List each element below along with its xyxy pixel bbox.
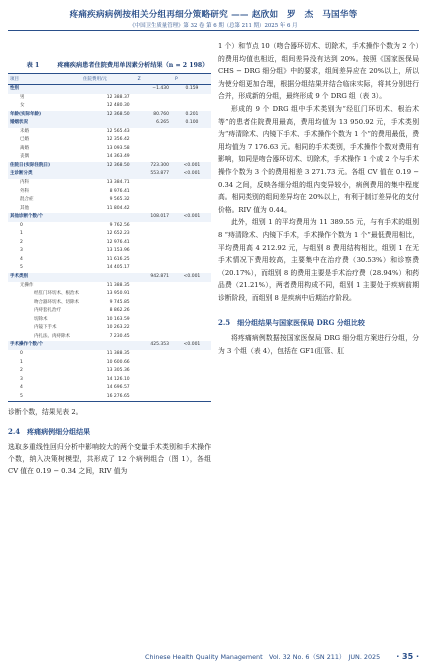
row-label: 吻合器环切术、切除术 — [34, 299, 79, 305]
row-z — [136, 290, 173, 299]
table-row — [8, 282, 211, 291]
col-header-p: P — [174, 76, 178, 82]
left-column — [8, 40, 211, 478]
page-footer — [0, 652, 419, 661]
row-label: 男 — [20, 94, 25, 100]
row-label: 年龄(实际年龄) — [8, 111, 81, 120]
row-z — [136, 239, 173, 248]
row-z — [136, 282, 173, 291]
table-row — [8, 145, 211, 154]
table-row — [8, 85, 211, 94]
row-p — [173, 179, 211, 188]
row-p — [173, 350, 211, 359]
row-label: 4 — [20, 385, 23, 391]
table-body — [8, 85, 211, 402]
table-row — [8, 136, 211, 145]
row-cost: 11 616.25 — [106, 256, 130, 262]
running-header-title: 疼痛疾病病例按相关分组再细分策略研究 —— 赵欣如 罗 杰 马国华等 — [69, 10, 358, 20]
table-title: 疼痛疾病患者住院费用单因素分析结果（n = 2 198） — [57, 62, 209, 69]
row-label: 手术操作个数/个 — [8, 341, 81, 350]
row-p — [173, 239, 211, 248]
row-cost: 7 230.45 — [109, 333, 130, 339]
row-cost — [81, 85, 136, 94]
cost-table — [8, 73, 211, 402]
row-z — [136, 384, 173, 393]
running-header-subtitle: 《中国卫生质量管理》第 32 卷 第 6 期（总第 211 期）2025 年 6 月 — [129, 23, 298, 29]
row-cost: 10 163.59 — [106, 316, 130, 322]
row-label: 4 — [20, 256, 23, 262]
row-p — [173, 145, 211, 154]
table-row — [8, 393, 211, 402]
row-p — [173, 247, 211, 256]
row-z — [136, 188, 173, 197]
row-label: 外科 — [20, 188, 29, 194]
col-header-cost: 住院费用/元 — [83, 77, 108, 82]
table-row — [8, 230, 211, 239]
row-z — [136, 196, 173, 205]
row-label: 丧偶 — [20, 154, 29, 160]
section-2-4-paragraph: 选取多重线性回归分析中影响较大的两个变量手术类别和手术操作个数，纳入决策树模型，共形成了 12 个病例组合（图 1），各组 CV 值在 0.19 − 0.34 之间，RIV 值为 — [8, 442, 211, 476]
row-label: 0 — [20, 222, 23, 228]
row-z — [136, 136, 173, 145]
row-label: 内科 — [20, 180, 29, 186]
table-header-row — [8, 74, 211, 85]
row-cost: 8 862.26 — [109, 308, 130, 314]
row-label: 性别 — [8, 85, 81, 94]
row-z — [136, 264, 173, 273]
row-p: <0.001 — [173, 213, 211, 222]
row-cost: 13 153.96 — [106, 248, 130, 254]
row-z — [136, 222, 173, 231]
table-row — [8, 179, 211, 188]
row-cost: 13 093.58 — [106, 145, 130, 151]
row-cost: 12 368.50 — [81, 111, 136, 120]
table-row — [8, 222, 211, 231]
table-row — [8, 213, 211, 222]
row-p — [173, 205, 211, 214]
row-cost: 11 388.35 — [106, 350, 130, 356]
row-cost: 16 276.65 — [106, 393, 130, 399]
row-z: 723.300 — [136, 162, 173, 171]
row-p — [173, 316, 211, 325]
row-p — [173, 153, 211, 162]
row-z: 80.760 — [136, 111, 173, 120]
row-z — [136, 145, 173, 154]
row-z — [136, 393, 173, 402]
col-header-item: 项目 — [10, 77, 19, 82]
row-z — [136, 307, 173, 316]
table-row — [8, 350, 211, 359]
table-row — [8, 359, 211, 368]
row-p — [173, 196, 211, 205]
row-label: 2 — [20, 239, 23, 245]
row-z — [136, 324, 173, 333]
table-row — [8, 376, 211, 385]
row-z — [136, 205, 173, 214]
right-paragraph-2: 形成的 9 个 DRG 组中手术类别为“经肛门环切术、根治术等”的患者住院费用最高，费用均值为 13 950.92 元，手术类别为“痔清除术、内镜下手术、手术操作个数为 1 个”的费用最低，费用均值为 7 176.63 元。相同的手术类别，手术操作个数对费用有影响，如同是吻合器环切术、切除术，手术操作 1 个或 2 个与手术操作个数为 3 个的费用相差 3 271.73 元。各组 CV 值在 0.19 − 0.34 之间，反映各细分组的组内变异较小，病例费用的集中程度高。相同类别的组间差异均在 20%以上，有利于制订差异化的支付价格。RIV 值为 0.44。 — [218, 104, 419, 214]
row-label: 主诊断分类 — [8, 170, 81, 179]
row-p — [173, 256, 211, 265]
row-z: 942.871 — [136, 273, 173, 282]
row-p — [173, 136, 211, 145]
right-paragraph-3: 此外，组别 1 的平均费用为 11 389.55 元，与有手术的组别 8 “痔清除术、内镜下手术，手术操作个数为 1 个”最低费用相比，平均费用高 4 212.92 元，与组别 8 费用结构相比，组别 1 在无手术情况下费用较高，主要集中在治疗费（30.53%）和诊察费（20.17%），而组别 8 的费用主要是手术治疗费（28.94%）和药品费（21.21%），两者费用构成不同，组别 1 主要处于疾病前期诊断阶段，而组别 8 是疾病中后期治疗阶段。 — [218, 218, 419, 302]
row-z — [136, 316, 173, 325]
left-continuation-text: 诊断个数，结果见表 2。 — [8, 408, 83, 417]
table-row — [8, 119, 211, 128]
table-row — [8, 153, 211, 162]
row-p — [173, 299, 211, 308]
row-p — [173, 94, 211, 103]
row-z: 108.017 — [136, 213, 173, 222]
row-cost: 14 363.49 — [106, 154, 130, 160]
row-label: 2 — [20, 368, 23, 374]
table-row — [8, 102, 211, 111]
row-cost: 13 950.91 — [106, 291, 130, 297]
table-caption — [8, 60, 211, 69]
row-label: 住院日(实际住院日) — [8, 162, 81, 171]
row-label: 未婚 — [20, 128, 29, 134]
right-paragraph-4: 将疼痛病例数据按国家医保局 DRG 细分组方案进行分组，分为 3 个组（表 4），包括在 GF1(肛管、肛 — [218, 334, 419, 356]
row-p — [173, 264, 211, 273]
table-row — [8, 162, 211, 171]
row-z: −1.430 — [136, 85, 173, 94]
table-row — [8, 324, 211, 333]
row-p — [173, 188, 211, 197]
row-label: 切除术 — [34, 316, 48, 322]
row-cost: 8 976.41 — [109, 188, 130, 194]
row-label: 1 — [20, 359, 23, 365]
table-number: 表 1 — [26, 62, 40, 69]
header-divider — [8, 30, 419, 31]
table-row — [8, 290, 211, 299]
row-p — [173, 367, 211, 376]
row-p — [173, 307, 211, 316]
row-label: 其他 — [20, 205, 29, 211]
row-z — [136, 359, 173, 368]
row-label: 女 — [20, 103, 25, 109]
row-label: 0 — [20, 350, 23, 356]
row-label: 离婚 — [20, 145, 29, 151]
row-p — [173, 393, 211, 402]
table-row — [8, 188, 211, 197]
table-row — [8, 247, 211, 256]
row-cost — [81, 170, 136, 179]
row-cost: 14 126.10 — [106, 376, 130, 382]
col-header-z: Z — [137, 76, 141, 82]
row-label: 其他诊断个数/个 — [8, 213, 81, 222]
row-cost — [81, 213, 136, 222]
row-p: <0.001 — [173, 341, 211, 350]
row-p — [173, 324, 211, 333]
row-cost: 12 368.50 — [81, 162, 136, 171]
table-row — [8, 273, 211, 282]
row-label: 无操作 — [20, 282, 34, 288]
table-row — [8, 239, 211, 248]
row-label: 内痔套扎治疗 — [34, 308, 61, 314]
footer-page-number: · 35 · — [396, 652, 419, 661]
row-z — [136, 94, 173, 103]
row-cost: 12 976.41 — [106, 239, 130, 245]
row-cost: 10 263.22 — [106, 325, 130, 331]
row-cost: 9 745.85 — [109, 299, 130, 305]
row-p — [173, 290, 211, 299]
row-p — [173, 359, 211, 368]
table-row — [8, 128, 211, 137]
row-z — [136, 333, 173, 342]
row-cost — [81, 119, 136, 128]
row-cost — [81, 341, 136, 350]
table-row — [8, 384, 211, 393]
row-cost: 12 356.42 — [106, 137, 130, 143]
row-p: 0.100 — [173, 119, 211, 128]
right-column — [218, 40, 419, 358]
row-z — [136, 179, 173, 188]
row-label: 已婚 — [20, 137, 29, 143]
row-label: 5 — [20, 265, 23, 271]
row-z — [136, 256, 173, 265]
row-label: 混合症 — [20, 197, 34, 203]
table-row — [8, 307, 211, 316]
row-cost: 13 384.71 — [106, 180, 130, 186]
row-z — [136, 153, 173, 162]
row-z — [136, 128, 173, 137]
row-p: <0.001 — [173, 162, 211, 171]
table-row — [8, 367, 211, 376]
row-p: <0.001 — [173, 273, 211, 282]
footer-journal: Chinese Health Quality Management Vol. 32 No. 6（SN 211） JUN. 2025 — [145, 653, 381, 661]
row-z: 553.877 — [136, 170, 173, 179]
row-p — [173, 128, 211, 137]
row-z — [136, 367, 173, 376]
table-row — [8, 256, 211, 265]
table-row — [8, 111, 211, 120]
row-cost: 12 480.30 — [106, 103, 130, 109]
table-row — [8, 299, 211, 308]
row-cost: 11 388.35 — [106, 282, 130, 288]
row-p: 0.159 — [173, 85, 211, 94]
table-row — [8, 94, 211, 103]
row-z: 6.265 — [136, 119, 173, 128]
row-cost: 12 652.23 — [106, 231, 130, 237]
row-label: 3 — [20, 376, 23, 382]
row-p — [173, 230, 211, 239]
row-cost: 10 600.66 — [106, 359, 130, 365]
row-z — [136, 230, 173, 239]
right-paragraph-1: 1 个）和节点 10（吻合器环切术、切除术，手术操作个数为 2 个）的费用均值也相近，组间差异没有达到 20%。按照《国家医保局 CHS − DRG 细分组》中的要求，组间差异应在 20%以上，所以为使分组更加合理，根据分组结果并结合临床实际，将其分别进行合并，形成新的分组，最终形成 9 个 DRG 组（表 3）。 — [218, 42, 419, 101]
row-label: 手术类别 — [8, 273, 81, 282]
row-label: 经肛门环切术、根治术 — [34, 291, 79, 297]
table-row — [8, 333, 211, 342]
table-row — [8, 264, 211, 273]
row-cost: 9 762.56 — [109, 222, 130, 228]
row-cost: 12 388.37 — [106, 94, 130, 100]
row-label: 内扎法、肉痔除术 — [34, 333, 70, 339]
row-label: 3 — [20, 248, 23, 254]
section-2-4-heading: 2.4 疼痛病例细分组结果 — [8, 426, 91, 436]
row-z — [136, 102, 173, 111]
row-cost: 13 305.36 — [106, 368, 130, 374]
row-p: <0.001 — [173, 170, 211, 179]
row-cost — [81, 273, 136, 282]
table-row — [8, 341, 211, 350]
row-p — [173, 333, 211, 342]
row-cost: 12 565.43 — [106, 128, 130, 134]
row-p — [173, 282, 211, 291]
row-cost: 14 405.17 — [106, 265, 130, 271]
row-p — [173, 376, 211, 385]
row-z — [136, 299, 173, 308]
row-label: 1 — [20, 231, 23, 237]
row-cost: 9 565.32 — [109, 197, 130, 203]
table-row — [8, 205, 211, 214]
table-row — [8, 316, 211, 325]
row-p — [173, 384, 211, 393]
row-z — [136, 350, 173, 359]
row-p — [173, 102, 211, 111]
row-z: 425.353 — [136, 341, 173, 350]
row-z — [136, 247, 173, 256]
row-p — [173, 222, 211, 231]
row-p: 0.201 — [173, 111, 211, 120]
row-z — [136, 376, 173, 385]
row-cost: 14 696.57 — [106, 385, 130, 391]
row-label: 婚姻状况 — [8, 119, 81, 128]
section-2-5-heading: 2.5 细分组结果与国家医保局 DRG 分组比较 — [218, 318, 365, 328]
table-row — [8, 196, 211, 205]
table-row — [8, 170, 211, 179]
row-label: 5 — [20, 393, 23, 399]
row-label: 内镜下手术 — [34, 325, 57, 331]
row-cost: 11 804.42 — [106, 205, 130, 211]
